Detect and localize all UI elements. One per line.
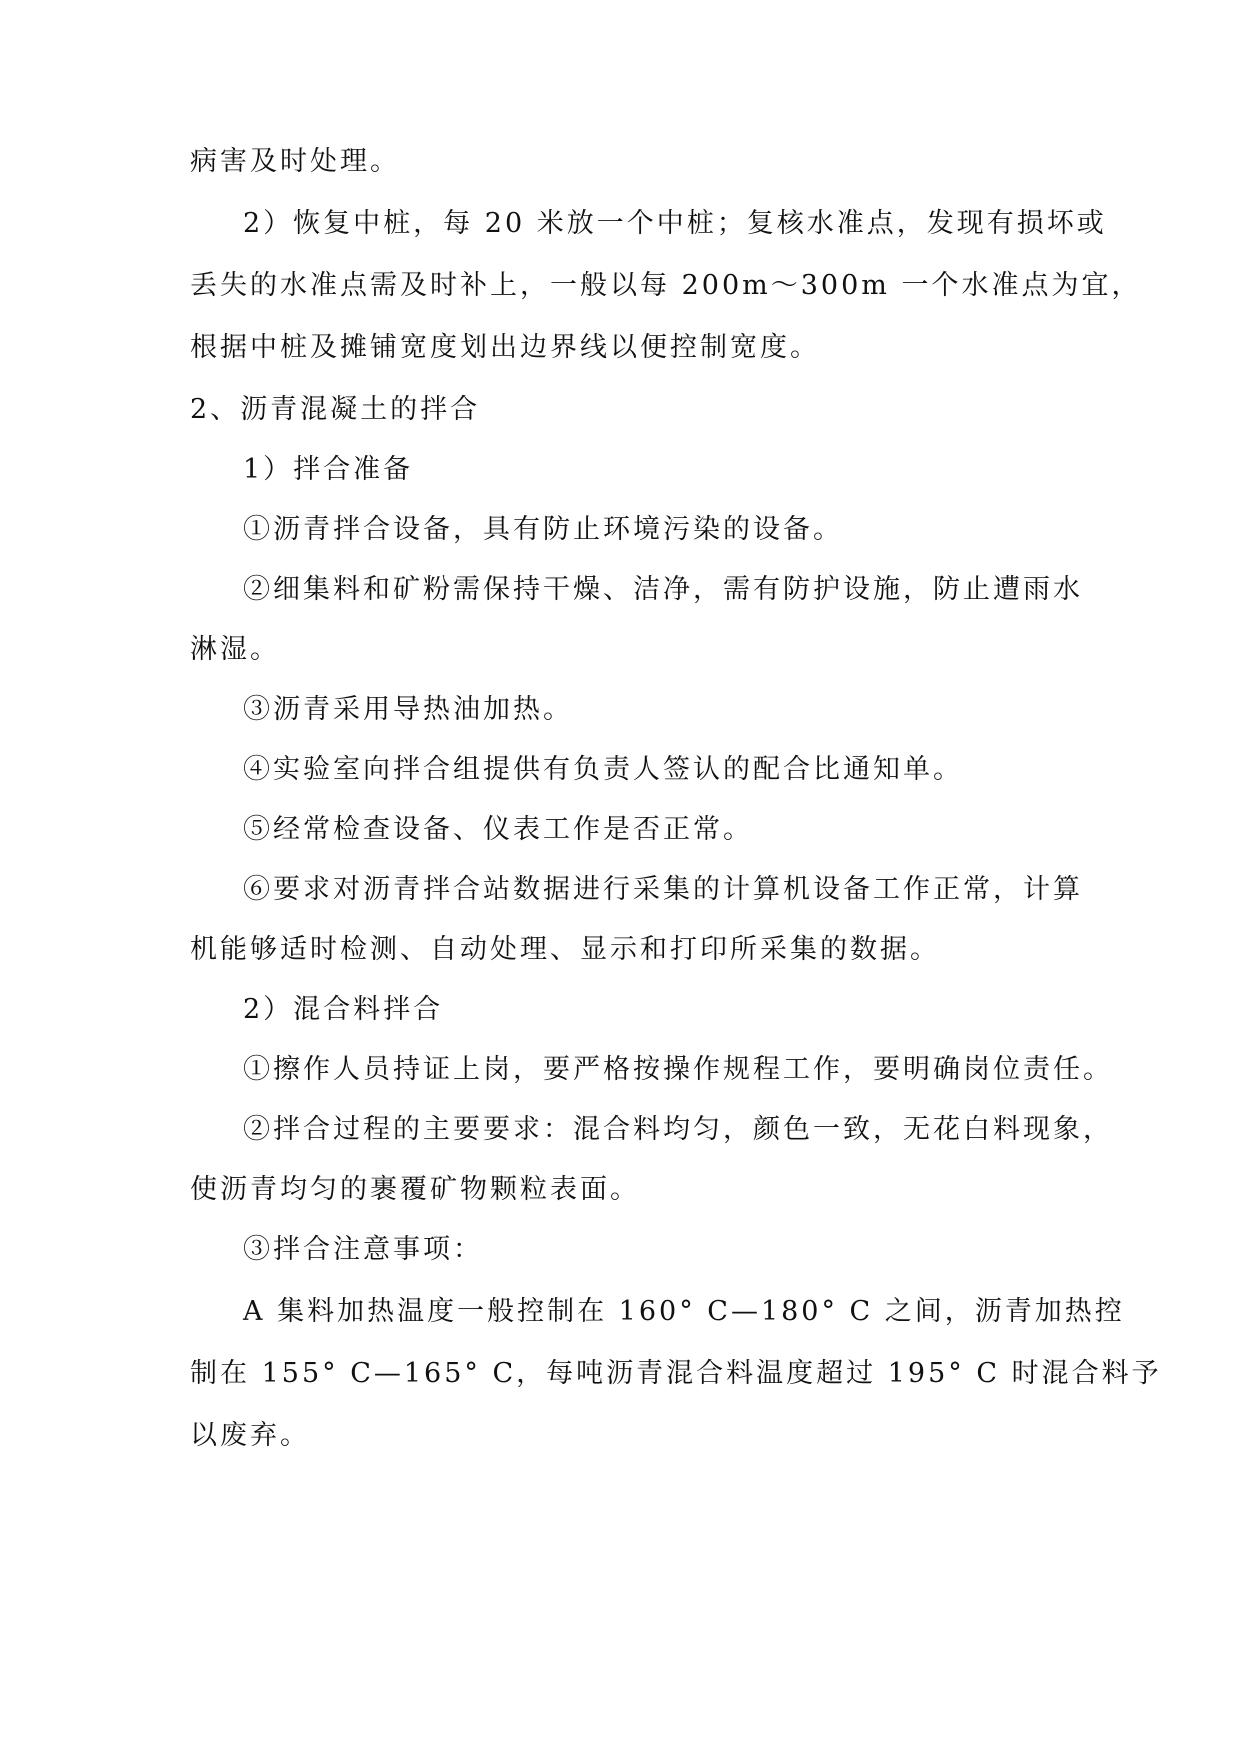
text-line-7: ①沥青拌合设备，具有防止环境污染的设备。 bbox=[243, 514, 843, 545]
text-line-17: ②拌合过程的主要要求：混合料均匀，颜色一致，无花白料现象， bbox=[243, 1114, 1113, 1145]
subsection-heading-1: 1）拌合准备 bbox=[243, 454, 414, 485]
text-line-9: 淋湿。 bbox=[190, 634, 280, 665]
text-line-14: 机能够适时检测、自动处理、显示和打印所采集的数据。 bbox=[190, 934, 940, 965]
text-line-21: 制在 155° C—165° C，每吨沥青混合料温度超过 195° C 时混合料予 bbox=[190, 1358, 1162, 1389]
text-line-11: ④实验室向拌合组提供有负责人签认的配合比通知单。 bbox=[243, 754, 963, 785]
text-line-10: ③沥青采用导热油加热。 bbox=[243, 694, 573, 725]
text-line-16: ①擦作人员持证上岗，要严格按操作规程工作，要明确岗位责任。 bbox=[243, 1054, 1113, 1085]
subsection-heading-2: 2）混合料拌合 bbox=[243, 994, 444, 1025]
text-line-2: 2）恢复中桩，每 20 米放一个中桩；复核水准点，发现有损坏或 bbox=[243, 208, 1107, 239]
text-line-1: 病害及时处理。 bbox=[190, 146, 400, 177]
text-line-8: ②细集料和矿粉需保持干燥、洁净，需有防护设施，防止遭雨水 bbox=[243, 574, 1083, 605]
text-line-12: ⑤经常检查设备、仪表工作是否正常。 bbox=[243, 814, 753, 845]
section-heading: 2、沥青混凝土的拌合 bbox=[190, 394, 481, 425]
text-line-22: 以废弃。 bbox=[190, 1420, 310, 1451]
text-line-13: ⑥要求对沥青拌合站数据进行采集的计算机设备工作正常，计算 bbox=[243, 874, 1083, 905]
text-line-20: A 集料加热温度一般控制在 160° C—180° C 之间，沥青加热控 bbox=[243, 1296, 1125, 1327]
text-line-3: 丢失的水准点需及时补上，一般以每 200m～300m 一个水准点为宜， bbox=[190, 270, 1142, 301]
text-line-18: 使沥青均匀的裹覆矿物颗粒表面。 bbox=[190, 1174, 640, 1205]
text-line-4: 根据中桩及摊铺宽度划出边界线以便控制宽度。 bbox=[190, 332, 820, 363]
text-line-19: ③拌合注意事项： bbox=[243, 1234, 483, 1265]
